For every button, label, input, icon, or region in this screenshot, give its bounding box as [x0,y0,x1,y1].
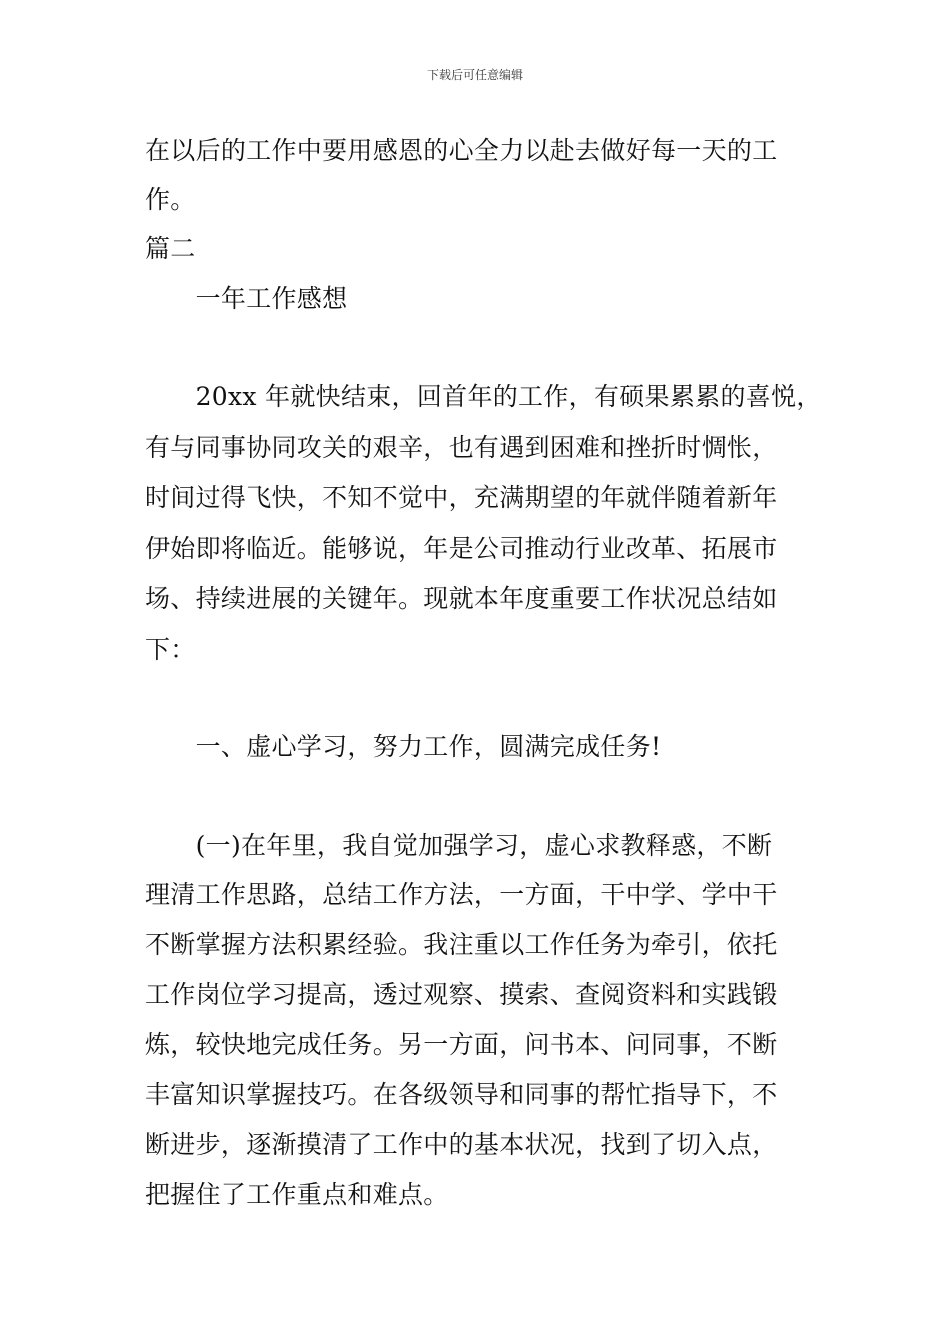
body-line: 20xx 年就快结束，回首年的工作，有硕果累累的喜悦， [145,382,822,411]
body-line: 伊始即将临近。能够说，年是公司推动行业改革、拓展市 [145,534,778,563]
subsection-heading: 一、虚心学习，努力工作，圆满完成任务! [145,732,662,761]
body-line: 炼，较快地完成任务。另一方面，问书本、问同事，不断 [145,1030,778,1059]
body-line: 作。 [145,185,196,214]
body-line: 下： [145,635,196,664]
body-line: 不断掌握方法积累经验。我注重以工作任务为牵引，依托 [145,930,778,959]
body-line: (一)在年里，我自觉加强学习，虚心求教释惑，不断 [145,831,773,860]
body-line: 理清工作思路，总结工作方法，一方面，干中学、学中干 [145,880,778,909]
body-line: 把握住了工作重点和难点。 [145,1180,449,1209]
body-line: 时间过得飞快，不知不觉中，充满期望的年就伴随着新年 [145,483,778,512]
section-heading: 篇二 [145,234,196,263]
body-line: 断进步，逐渐摸清了工作中的基本状况，找到了切入点， [145,1130,778,1159]
body-line: 有与同事协同攻关的艰辛，也有遇到困难和挫折时惆怅， [145,433,778,462]
page-header: 下载后可任意编辑 [426,68,523,82]
body-line: 丰富知识掌握技巧。在各级领导和同事的帮忙指导下，不 [145,1080,778,1109]
article-title: 一年工作感想 [145,284,348,313]
body-line: 在以后的工作中要用感恩的心全力以赴去做好每一天的工 [145,136,778,165]
body-line: 场、持续进展的关键年。现就本年度重要工作状况总结如 [145,584,778,613]
body-line: 工作岗位学习提高，透过观察、摸索、查阅资料和实践锻 [145,980,778,1009]
